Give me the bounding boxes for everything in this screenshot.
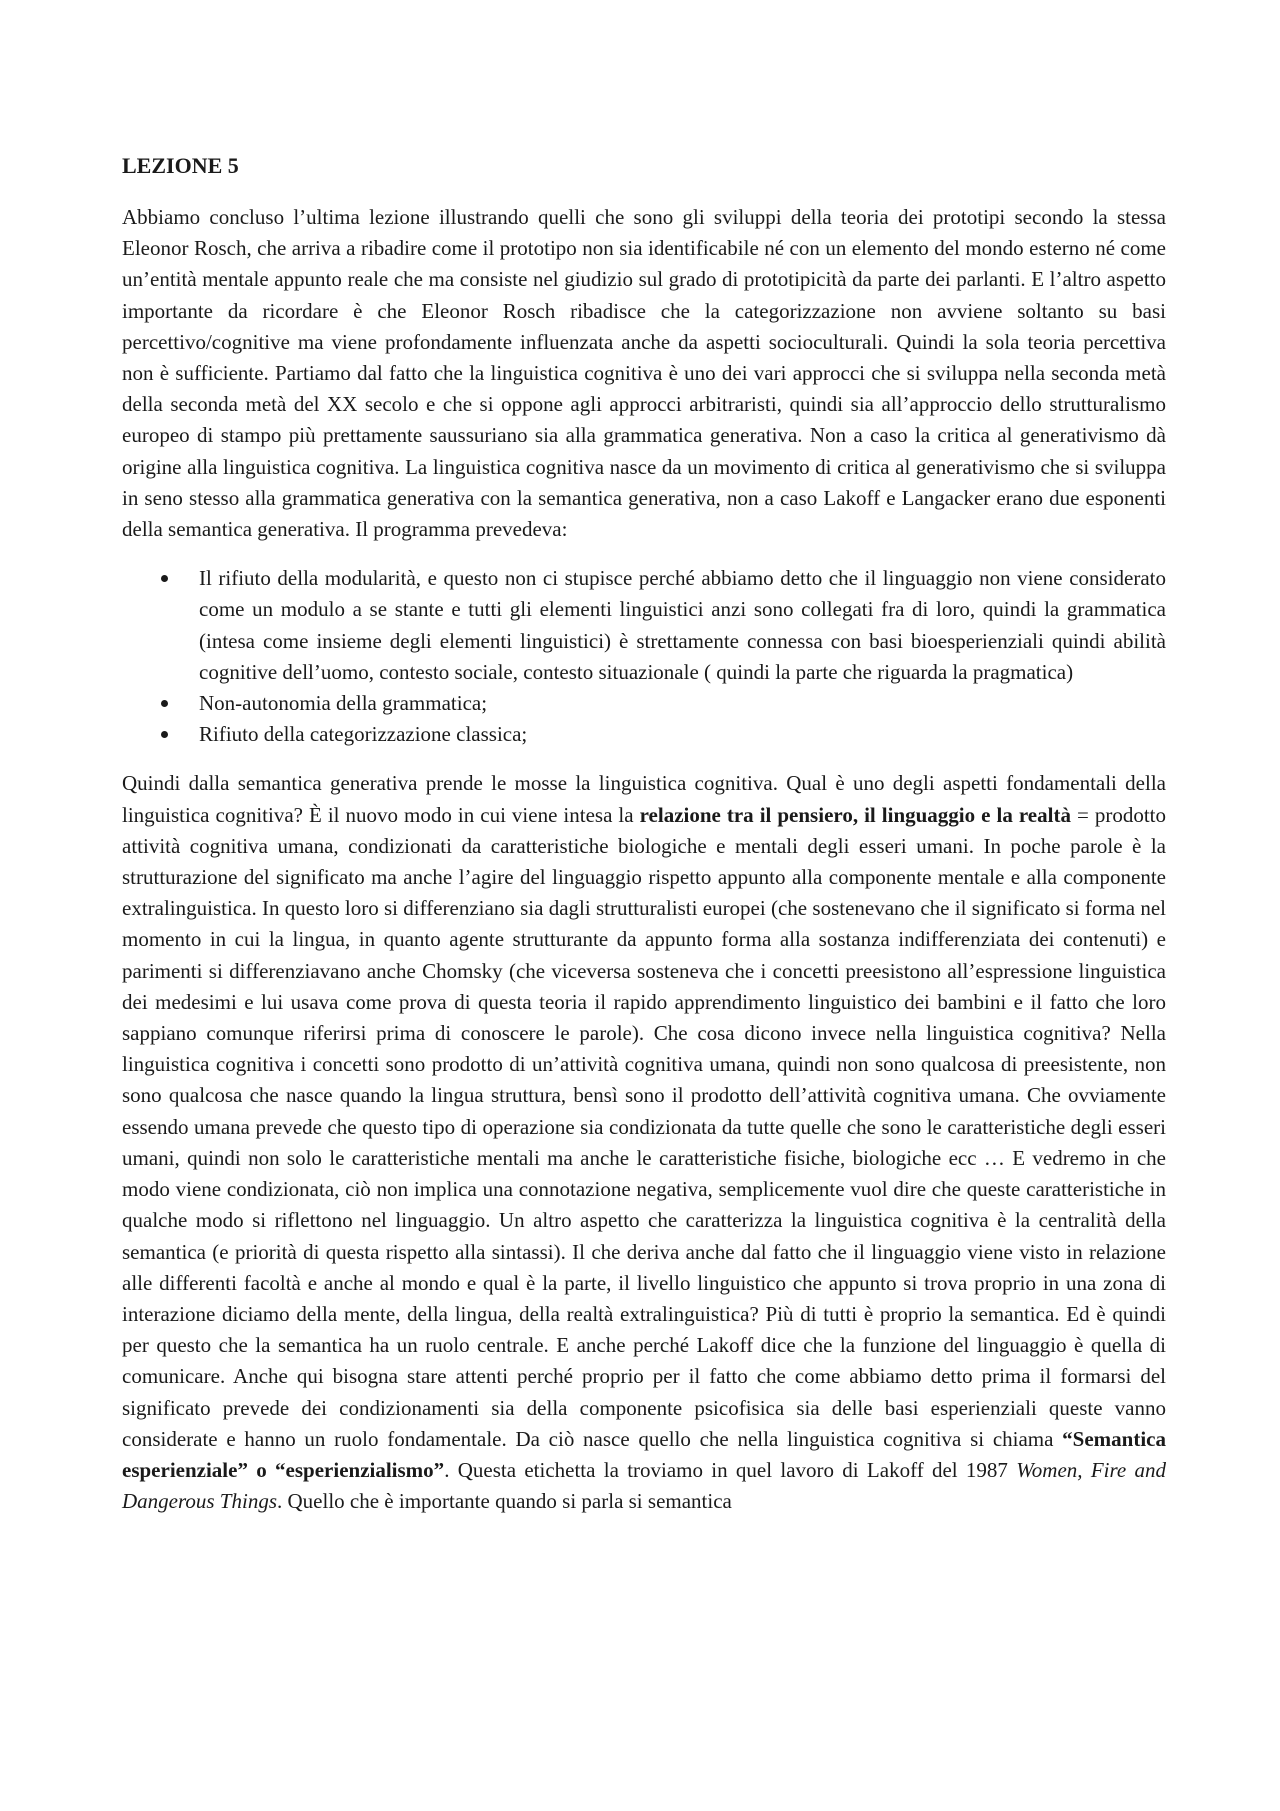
- text-run: . Quello che è importante quando si parla si semantica: [277, 1489, 732, 1514]
- paragraph-intro: Abbiamo concluso l’ultima lezione illustrando quelli che sono gli sviluppi della teoria dei prototipi secondo la stessa Eleonor Rosch, che arriva a ribadire come il prototipo non sia identificabile né con un elemento del mondo esterno né come un’entità mentale appunto reale che ma consiste nel giudizio sul grado di prototipicità da parte dei parlanti. E l’altro aspetto importante da ricordare è che Eleonor Rosch ribadisce che la categorizzazione non avviene soltanto su basi percettivo/cognitive ma viene profondamente influenzata anche da aspetti socioculturali. Quindi la sola teoria percettiva non è sufficiente. Partiamo dal fatto che la linguistica cognitiva è uno dei vari approcci che si sviluppa nella seconda metà della seconda metà del XX secolo e che si oppone agli approcci arbitraristi, quindi sia all’approccio dello strutturalismo europeo di stampo più prettamente saussuriano sia alla grammatica generativa. Non a caso la critica al generativismo dà origine alla linguistica cognitiva. La linguistica cognitiva nasce da un movimento di critica al generativismo che si sviluppa in seno stesso alla grammatica generativa con la semantica generativa, non a caso Lakoff e Langacker erano due esponenti della semantica generativa. Il programma prevedeva:: [122, 205, 1166, 542]
- bullet-item-classic-categorization: [199, 719, 1166, 750]
- book-title-italic: Women, Fire and Dangerous Things: [122, 1457, 1166, 1514]
- text-run: . Questa etichetta la troviamo in quel lavoro di Lakoff del 1987: [444, 1457, 1017, 1482]
- bold-text-run: “Semantica esperienziale” o “esperienzialismo”: [122, 1426, 1166, 1482]
- bullet-dot-icon: [161, 731, 168, 738]
- bullet-text: Il rifiuto della modularità, e questo non ci stupisce perché abbiamo detto che il linguaggio non viene considerato come un modulo a se stante e tutti gli elementi linguistici anzi sono collegati fra di loro, quindi la grammatica (intesa come insieme degli elementi linguistici) è strettamente connessa con basi bioesperienziali quindi abilità cognitive dell’uomo, contesto sociale, contesto situazionale ( quindi la parte che riguarda la pragmatica): [199, 566, 1166, 684]
- text-run: Quindi dalla semantica generativa prende le mosse la linguistica cognitiva. Qual è uno degli aspetti fondamentali della linguistica cognitiva? È il nuovo modo in cui viene intesa la: [122, 771, 1166, 827]
- bold-text-run: relazione tra il pensiero, il linguaggio e la realtà: [639, 802, 1071, 827]
- program-bullet-list: [122, 563, 1166, 750]
- paragraph-cognitive-linguistics: [122, 768, 1166, 1517]
- bullet-item-modularity: [199, 563, 1166, 688]
- bullet-dot-icon: [161, 700, 168, 707]
- document-page: [122, 150, 1166, 1517]
- bullet-text: Non-autonomia della grammatica;: [199, 691, 488, 716]
- bullet-text: Rifiuto della categorizzazione classica;: [199, 722, 528, 747]
- text-run: = prodotto attività cognitiva umana, condizionati da caratteristiche biologiche e mentali degli esseri umani. In poche parole è la strutturazione del significato ma anche l’agire del linguaggio rispetto appunto alla componente mentale e alla componente extralinguistica. In questo loro si differenziano sia dagli strutturalisti europei (che sostenevano che il significato si forma nel momento in cui la lingua, in quanto agente strutturante da appunto forma alla sostanza indifferenziata dei contenuti) e parimenti si differenziavano anche Chomsky (che viceversa sosteneva che i concetti preesistono all’espressione linguistica dei medesimi e lui usava come prova di questa teoria il rapido apprendimento linguistico dei bambini e il fatto che loro sappiano comunque riferirsi prima di conoscere le parole). Che cosa dicono invece nella linguistica cognitiva? Nella linguistica cognitiva i concetti sono prodotto di un’attività cognitiva umana, quindi non sono qualcosa di preesistente, non sono qualcosa che nasce quando la lingua struttura, bensì sono il prodotto dell’attività cognitiva umana. Che ovviamente essendo umana prevede che questo tipo di operazione sia condizionata da tutte quelle che sono le caratteristiche degli esseri umani, quindi non solo le caratteristiche mentali ma anche le caratteristiche fisiche, biologiche ecc … E vedremo in che modo viene condizionata, ciò non implica una connotazione negativa, semplicemente vuol dire che queste caratteristiche in qualche modo si riflettono nel linguaggio. Un altro aspetto che caratterizza la linguistica cognitiva è la centralità della semantica (e priorità di questa rispetto alla sintassi). Il che deriva anche dal fatto che il linguaggio viene visto in relazione alle differenti facoltà e anche al mondo e qual è la parte, il livello linguistico che appunto si trova proprio in una zona di interazione diciamo della mente, della lingua, della realtà extralinguistica? Più di tutti è proprio la semantica. Ed è quindi per questo che la semantica ha un ruolo centrale. E anche perché Lakoff dice che la funzione del linguaggio è quella di comunicare. Anche qui bisogna stare attenti perché proprio per il fatto che come abbiamo detto prima il formarsi del significato prevede dei condizionamenti sia della componente psicofisica sia delle basi esperienziali queste vanno considerate e hanno un ruolo fondamentale. Da ciò nasce quello che nella linguistica cognitiva si chiama: [122, 802, 1166, 1451]
- bullet-item-non-autonomy: [199, 688, 1166, 719]
- bullet-dot-icon: [161, 575, 168, 582]
- lesson-heading: LEZIONE 5: [122, 153, 239, 178]
